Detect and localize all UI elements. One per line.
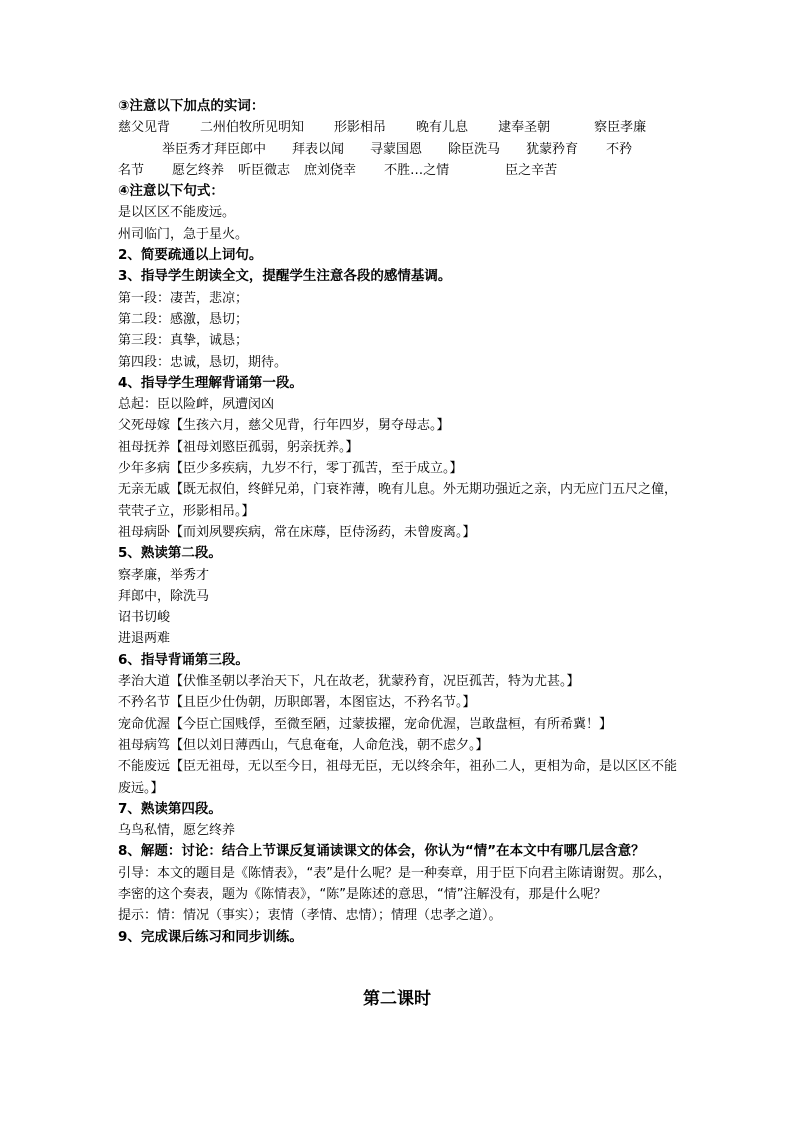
outline-line: 孝治大道【伏惟圣朝以孝治天下，凡在故老，犹蒙矜育，况臣孤苦，特为尤甚。】 <box>118 674 580 690</box>
outline-line: 父死母嫁【生孩六月，慈父见背，行年四岁，舅夺母志。】 <box>118 418 450 434</box>
sentence-line: 是以区区不能废远。 <box>118 205 236 221</box>
document-body <box>118 96 680 948</box>
outline-line: 拜郎中，除洗马 <box>118 588 210 604</box>
word-item: 寻蒙国恩 <box>370 141 423 157</box>
outline-line: 察孝廉，举秀才 <box>118 567 210 583</box>
paragraph-tone: 第一段：凄苦，悲凉； <box>118 290 249 306</box>
word-item: 察臣孝廉 <box>594 120 647 136</box>
step7-heading: 7、熟读第四段。 <box>118 800 222 817</box>
word-item: 逮奉圣朝 <box>498 120 551 136</box>
word-row-3 <box>118 160 680 181</box>
section4-heading: ④注意以下句式： <box>118 183 224 200</box>
step6-heading: 6、指导背诵第三段。 <box>118 651 249 668</box>
word-row-1 <box>118 117 680 138</box>
hint-line: 提示：情：情况（事实）；衷情（孝情、忠情）；情理（忠孝之道）。 <box>118 908 502 924</box>
outline-line: 祖母抚养【祖母刘愍臣孤弱，躬亲抚养。】 <box>118 439 359 455</box>
outline-line: 宠命优渥【今臣亡国贱俘，至微至陋，过蒙拔擢，宠命优渥，岂敢盘桓，有所希冀！】 <box>118 716 613 732</box>
step8-heading: 8、解题：讨论：结合上节课反复诵读课文的体会，你认为“情”在本文中有哪几层含意？ <box>118 843 645 860</box>
word-item: 犹蒙矜育 <box>526 141 579 157</box>
outline-line: 进退两难 <box>118 631 171 647</box>
word-row-2 <box>118 139 680 160</box>
step2-heading: 2、简要疏通以上词句。 <box>118 247 263 264</box>
paragraph-tone: 第四段：忠诚，恳切，期待。 <box>118 354 288 370</box>
sentence-line: 州司临门，急于星火。 <box>118 226 249 242</box>
outline-line: 无亲无戚【既无叔伯，终鲜兄弟，门衰祚薄，晚有儿息。外无期功强近之亲，内无应门五尺之僮，茕茕孑立，形影相吊。】 <box>118 482 678 519</box>
outline-line: 祖母病卧【而刘夙婴疾病，常在床蓐，臣侍汤药，未曾废离。】 <box>118 524 476 540</box>
section3-heading: ③注意以下加点的实词： <box>118 98 265 114</box>
outline-line: 不能废远【臣无祖母，无以至今日，祖母无臣，无以终余年，祖孙二人，更相为命，是以区区不能废远。】 <box>118 759 678 796</box>
outline-line: 不矜名节【且臣少仕伪朝，历职郎署，本图宦达，不矜名节。】 <box>118 695 476 711</box>
section-title: 第二课时 <box>363 989 431 1009</box>
word-item: 听臣微志 <box>238 162 291 178</box>
word-item: 不胜…之情 <box>384 162 450 178</box>
step4-heading: 4、指导学生理解背诵第一段。 <box>118 374 303 391</box>
word-item: 愿乞终养 <box>172 162 225 178</box>
word-item: 臣之辛苦 <box>505 162 558 178</box>
outline-line: 总起：臣以险衅，夙遭闵凶 <box>118 397 275 413</box>
word-item: 庶刘侥幸 <box>304 162 357 178</box>
word-item: 拜表以闻 <box>292 141 345 157</box>
step9-heading: 9、完成课后练习和同步训练。 <box>118 928 303 945</box>
outline-line: 乌鸟私情，愿乞终养 <box>118 823 236 839</box>
guidance-paragraph: 引导：本文的题目是《陈情表》，“表”是什么呢？是一种奏章，用于臣下向君主陈请谢贺。那么，李密的这个奏表，题为《陈情表》，“陈”是陈述的意思，“情”注解没有，那是什么呢？ <box>118 865 671 902</box>
step5-heading: 5、熟读第二段。 <box>118 545 222 562</box>
paragraph-tone: 第三段：真挚，诚恳； <box>118 333 249 349</box>
word-item: 不矜 <box>606 141 633 157</box>
paragraph-tone: 第二段：感激，恳切； <box>118 311 249 327</box>
word-item: 名节 <box>118 162 145 178</box>
step3-heading: 3、指导学生朗读全文，提醒学生注意各段的感情基调。 <box>118 268 452 285</box>
outline-line: 祖母病笃【但以刘日薄西山，气息奄奄，人命危浅，朝不虑夕。】 <box>118 737 489 753</box>
word-item: 除臣洗马 <box>448 141 501 157</box>
word-item: 慈父见背 <box>118 120 171 136</box>
outline-line: 少年多病【臣少多疾病，九岁不行，零丁孤苦，至于成立。】 <box>118 461 463 477</box>
outline-line: 诏书切峻 <box>118 610 171 626</box>
word-item: 举臣秀才拜臣郎中 <box>162 141 267 157</box>
word-item: 形影相吊 <box>334 120 387 136</box>
word-item: 晚有儿息 <box>416 120 469 136</box>
word-item: 二州伯牧所见明知 <box>200 120 305 136</box>
